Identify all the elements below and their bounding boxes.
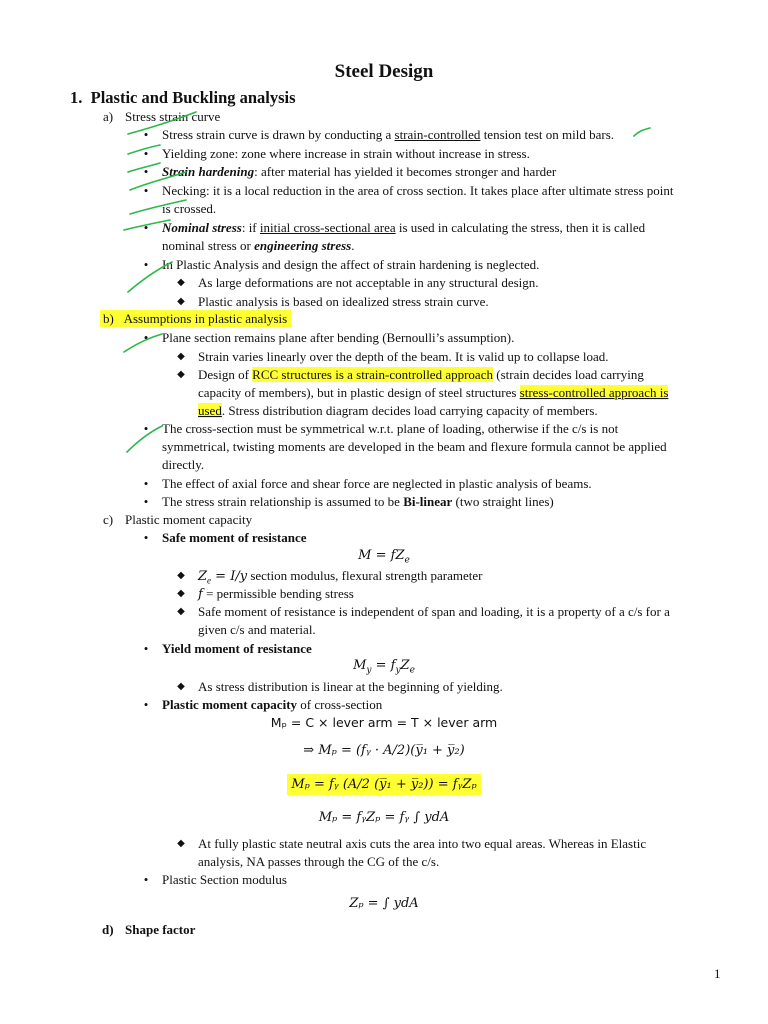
text: : if (241, 220, 260, 235)
highlighted-text: stress-controlled approach is (519, 385, 669, 400)
diamond-bullet-icon: ◆ (177, 351, 185, 362)
bullet-dot-icon: • (143, 476, 149, 491)
safe-moment-heading: Safe moment of resistance (162, 530, 307, 545)
eq-term: f (390, 548, 396, 563)
b-bullet-2-line-1: The cross-section must be symmetrical w.r.t. plane of loading, otherwise if the c/s is not (162, 421, 619, 436)
diamond-bullet-icon: ◆ (177, 588, 185, 599)
text: (strain decides load carrying (492, 367, 644, 382)
eq-term: M (353, 658, 367, 673)
text: nominal stress or (162, 238, 255, 253)
eq-subscript: e (404, 555, 410, 566)
a-bullet-3 (162, 163, 556, 180)
highlighted-text: used (198, 403, 222, 418)
a-bullet-4-line-2: is crossed. (162, 201, 217, 216)
highlighted-equation: Mₚ = fᵧ (A/2 (y̅₁ + y̅₂)) = fᵧZₚ (287, 774, 480, 795)
eq-term: = I/y (211, 569, 248, 584)
diamond-bullet-icon: ◆ (177, 277, 185, 288)
bullet-dot-icon: • (143, 494, 149, 509)
a-bullet-1 (162, 126, 614, 143)
item-label-b: b) (103, 311, 114, 326)
a-sub-bullet-1: As large deformations are not acceptable in any structural design. (198, 275, 539, 290)
b-bullet-3: The effect of axial force and shear force are neglected in plastic analysis of beams. (162, 476, 592, 491)
emphasis-text: Nominal stress (162, 220, 242, 235)
underlined-text: initial cross-sectional area (259, 220, 396, 235)
a-bullet-5-line-1 (162, 219, 645, 236)
a-bullet-6: In Plastic Analysis and design the affect of strain hardening is neglected. (162, 257, 540, 272)
item-heading-a: Stress strain curve (125, 109, 221, 124)
plastic-moment-heading (162, 696, 382, 713)
item-b-highlighted (100, 310, 291, 327)
plastic-sub-1-line-1: At fully plastic state neutral axis cuts the area into two equal areas. Whereas in Elastic (198, 836, 647, 851)
text: : after material has yielded it becomes stronger and harder (254, 164, 557, 179)
page-number: 1 (714, 966, 721, 981)
pen-tick-mark (634, 128, 650, 136)
equation-yield-moment (0, 657, 768, 680)
diamond-bullet-icon: ◆ (177, 838, 185, 849)
b-sub-bullet-2-line-2 (198, 384, 668, 401)
page-title: Steel Design (334, 61, 434, 82)
eq-subscript: e (409, 665, 415, 676)
eq-subscript: e (207, 575, 212, 586)
bullet-dot-icon: • (143, 421, 149, 436)
diamond-bullet-icon: ◆ (177, 369, 185, 380)
diamond-bullet-icon: ◆ (177, 606, 185, 617)
bullet-dot-icon: • (143, 641, 149, 656)
bold-text: Bi-linear (403, 494, 453, 509)
equation-plastic-1: Mₚ = C × lever arm = T × lever arm (270, 715, 498, 730)
a-bullet-4-line-1: Necking: it is a local reduction in the area of cross section. It takes place after ultimate stress point (162, 183, 674, 198)
text: Design of (198, 367, 253, 382)
bullet-dot-icon: • (143, 164, 149, 179)
bullet-dot-icon: • (143, 257, 149, 272)
bullet-dot-icon: • (143, 697, 149, 712)
bullet-dot-icon: • (143, 127, 149, 142)
item-label-a: a) (103, 109, 114, 124)
eq-term: Z (198, 569, 208, 584)
text: = permissible bending stress (202, 586, 354, 601)
item-label-d: d) (102, 922, 114, 937)
text: of cross-section (297, 697, 383, 712)
eq-term: f (390, 658, 396, 673)
equation-plastic-4: Mₚ = fᵧZₚ = fᵧ ∫ ydA (318, 810, 450, 825)
plastic-sub-1-line-2: analysis, NA passes through the CG of the c/s. (198, 854, 440, 869)
text: (two straight lines) (452, 494, 554, 509)
item-heading-d: Shape factor (125, 922, 196, 937)
bullet-dot-icon: • (143, 220, 149, 235)
emphasis-text: Strain hardening (162, 164, 255, 179)
text: section modulus, flexural strength parameter (247, 568, 483, 583)
bullet-dot-icon: • (143, 530, 149, 545)
underlined-text: strain-controlled (394, 127, 481, 142)
item-heading-c: Plastic moment capacity (125, 512, 253, 527)
plastic-modulus-heading: Plastic Section modulus (162, 872, 287, 887)
bullet-dot-icon: • (143, 146, 149, 161)
diamond-bullet-icon: ◆ (177, 681, 185, 692)
b-sub-bullet-2-line-3 (198, 402, 598, 419)
bold-text: Plastic moment capacity (162, 697, 298, 712)
eq-term: Z (400, 658, 410, 673)
safe-sub-3-line-1: Safe moment of resistance is independent of span and loading, it is a property of a c/s for a (198, 604, 670, 619)
eq-term: M (358, 548, 372, 563)
yield-sub-1: As stress distribution is linear at the beginning of yielding. (198, 679, 503, 694)
yield-moment-heading: Yield moment of resistance (162, 641, 312, 656)
safe-sub-3-line-2: given c/s and material. (198, 622, 316, 637)
text: . Stress distribution diagram decides load carrying capacity of members. (221, 403, 598, 418)
section-heading: 1. Plastic and Buckling analysis (70, 88, 296, 107)
text: is used in calculating the stress, then it is called (395, 220, 646, 235)
b-bullet-2-line-2: symmetrical, twisting moments are developed in the beam and flexure formula cannot be applied (162, 439, 667, 454)
emphasis-text: engineering stress (254, 238, 352, 253)
b-bullet-1: Plane section remains plane after bending (Bernoulli’s assumption). (162, 330, 515, 345)
eq-term: Z (395, 548, 405, 563)
b-bullet-4 (162, 493, 554, 510)
b-sub-bullet-1: Strain varies linearly over the depth of the beam. It is valid up to collapse load. (198, 349, 609, 364)
equation-plastic-modulus: Zₚ = ∫ ydA (349, 896, 419, 911)
item-heading-b: Assumptions in plastic analysis (123, 311, 288, 326)
equation-plastic-2: ⇒ Mₚ = (fᵧ · A/2)(y̅₁ + y̅₂) (303, 743, 465, 758)
b-bullet-2-line-3: directly. (162, 457, 205, 472)
diamond-bullet-icon: ◆ (177, 570, 185, 581)
b-sub-bullet-2-line-1 (198, 366, 644, 383)
equation-plastic-3-highlighted (0, 776, 768, 794)
text: capacity of members), but in plastic design of steel structures (198, 385, 520, 400)
text: The stress strain relationship is assumed to be (162, 494, 404, 509)
eq-operator: = (371, 658, 391, 673)
eq-term: f (198, 587, 203, 602)
highlighted-text: RCC structures is a strain-controlled approach (252, 367, 493, 382)
eq-subscript: y (366, 665, 372, 676)
item-label-c: c) (103, 512, 114, 527)
text: Stress strain curve is drawn by conducting a (162, 127, 395, 142)
a-bullet-5-line-2 (162, 237, 354, 254)
eq-operator: = (371, 548, 391, 563)
text: . (351, 238, 355, 253)
a-sub-bullet-2: Plastic analysis is based on idealized stress strain curve. (198, 294, 489, 309)
diamond-bullet-icon: ◆ (177, 296, 185, 307)
a-bullet-2: Yielding zone: zone where increase in strain without increase in stress. (162, 146, 530, 161)
safe-sub-2 (198, 585, 354, 603)
text: tension test on mild bars. (480, 127, 615, 142)
eq-subscript: y (395, 665, 401, 676)
bullet-dot-icon: • (143, 330, 149, 345)
bullet-dot-icon: • (143, 183, 149, 198)
bullet-dot-icon: • (143, 872, 149, 887)
